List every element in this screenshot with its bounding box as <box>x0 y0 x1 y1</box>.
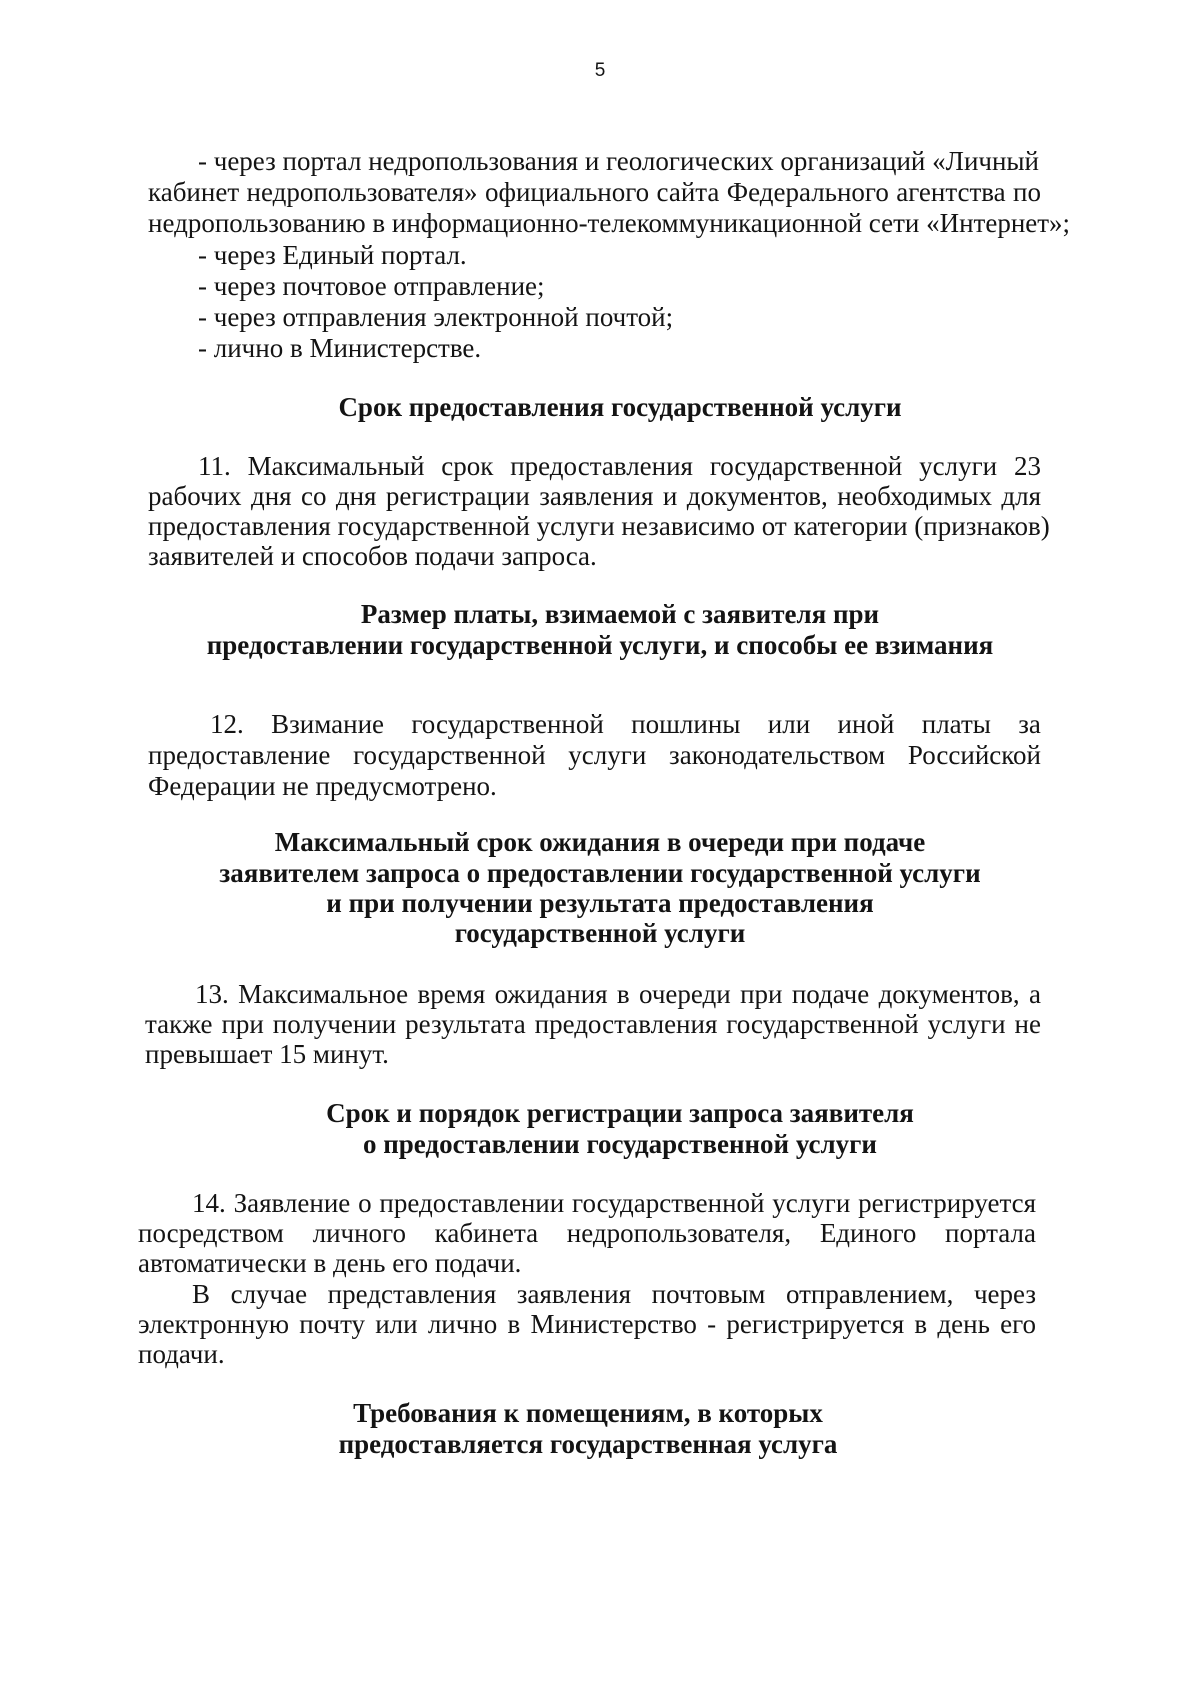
clause-number: 12. <box>210 709 244 739</box>
text-line <box>148 739 1041 771</box>
section-heading-registration-line-1: Срок и порядок регистрации запроса заявителя <box>326 1098 914 1128</box>
word: государственной <box>353 740 546 770</box>
text-line: подачи. <box>138 1339 225 1369</box>
word: портала <box>945 1218 1036 1248</box>
word: услуги <box>919 451 998 481</box>
word: срок <box>441 451 494 481</box>
word: предоставления <box>510 451 693 481</box>
section-heading-registration-line-2: о предоставлении государственной услуги <box>362 1129 877 1159</box>
word: государственной <box>411 709 604 739</box>
word: Взимание <box>271 709 385 739</box>
text-line: недропользованию в информационно-телекоммуникационной сети «Интернет»; <box>148 208 1071 238</box>
text-line <box>198 450 1041 482</box>
text-line <box>210 708 1041 740</box>
section-heading-fee-line-1: Размер платы, взимаемой с заявителя при <box>360 599 880 629</box>
word: Единого <box>819 1218 917 1248</box>
list-item-postal: - через почтовое отправление; <box>198 271 545 301</box>
word: или <box>767 709 811 739</box>
text-line: превышает 15 минут. <box>145 1039 389 1069</box>
text-line <box>138 1217 1036 1249</box>
list-item-unified-portal: - через Единый портал. <box>198 240 467 270</box>
text-line: В случае представления заявления почтовым отправлением, через <box>192 1279 1036 1309</box>
word: платы <box>921 709 991 739</box>
word: государственной <box>709 451 903 481</box>
word: недропользователя, <box>566 1218 792 1248</box>
text-line: 13. Максимальное время ожидания в очереди при подаче документов, а <box>195 979 1041 1009</box>
word: предоставление <box>148 740 331 770</box>
list-item-email: - через отправления электронной почтой; <box>198 302 674 332</box>
section-heading-term: Срок предоставления государственной услуги <box>338 392 902 422</box>
text-line: кабинет недропользователя» официального сайта Федерального агентства по <box>148 177 1041 207</box>
list-item-portal <box>198 145 1041 177</box>
word: посредством <box>138 1218 284 1248</box>
section-heading-queue-line-4: государственной услуги <box>454 918 746 948</box>
section-heading-premises-line-1: Требования к помещениям, в которых <box>353 1398 823 1428</box>
word: кабинета <box>434 1218 539 1248</box>
word: Российской <box>907 740 1041 770</box>
word: услуги <box>568 740 647 770</box>
text-line: предоставления государственной услуги независимо от категории (признаков) <box>148 511 1050 541</box>
word: Максимальный <box>247 451 425 481</box>
clause-number: 11. <box>198 451 231 481</box>
word: 23 <box>1013 451 1041 481</box>
word: личного <box>312 1218 406 1248</box>
word: пошлины <box>631 709 741 739</box>
text-line: электронную почту или лично в Министерство - регистрируется в день его <box>138 1309 1036 1339</box>
section-heading-queue-line-3: и при получении результата предоставления <box>326 888 874 918</box>
word: законодательством <box>669 740 886 770</box>
text-line: заявителей и способов подачи запроса. <box>148 541 597 571</box>
page-number: 5 <box>594 60 606 81</box>
section-heading-queue-line-1: Максимальный срок ожидания в очереди при подаче <box>274 827 926 857</box>
text-line: рабочих дня со дня регистрации заявления и документов, необходимых для <box>148 481 1041 511</box>
text-line: также при получении результата предоставления государственной услуги не <box>145 1009 1041 1039</box>
text-line: 14. Заявление о предоставлении государственной услуги регистрируется <box>192 1188 1036 1218</box>
section-heading-premises-line-2: предоставляется государственная услуга <box>338 1429 838 1459</box>
word: иной <box>837 709 895 739</box>
text-line: Федерации не предусмотрено. <box>148 771 497 801</box>
text-line: - через портал недропользования и геологических организаций «Личный <box>198 146 1040 176</box>
section-heading-queue-line-2: заявителем запроса о предоставлении государственной услуги <box>219 858 981 888</box>
list-item-in-person: - лично в Министерстве. <box>198 333 482 363</box>
word: за <box>1018 709 1041 739</box>
text-line: автоматически в день его подачи. <box>138 1248 522 1278</box>
section-heading-fee-line-2: предоставлении государственной услуги, и способы ее взимания <box>206 630 994 660</box>
